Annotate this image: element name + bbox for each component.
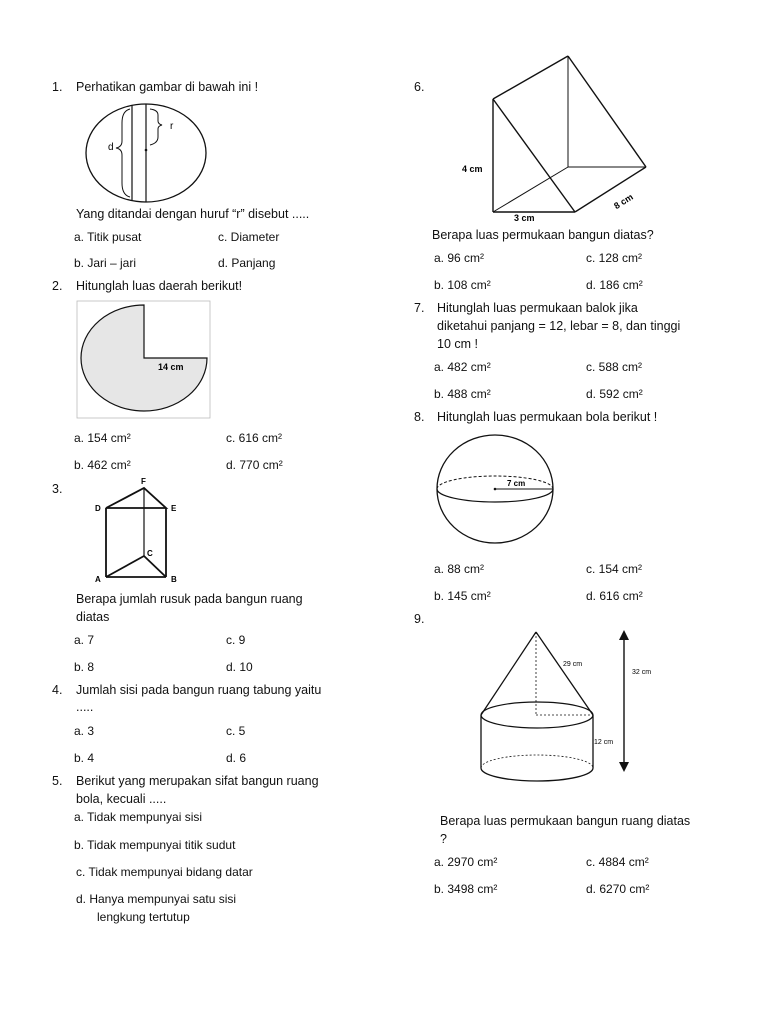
q4-option-b[interactable]: b. 4: [74, 751, 95, 765]
q5-option-d-line2: lengkung tertutup: [97, 910, 190, 924]
q9-option-b[interactable]: b. 3498 cm²: [434, 882, 498, 896]
q9-question-line1: Berapa luas permukaan bangun ruang diatas: [440, 814, 691, 828]
q1-number: 1.: [52, 80, 63, 94]
q8-sphere-figure: [435, 433, 557, 545]
q6-label-height: 4 cm: [462, 164, 483, 174]
q8-option-c[interactable]: c. 154 cm²: [586, 562, 643, 576]
q2-option-b[interactable]: b. 462 cm²: [74, 458, 131, 472]
q1-label-r: r: [170, 121, 174, 132]
q2-label: 14 cm: [158, 362, 184, 372]
q1-option-c[interactable]: c. Diameter: [218, 230, 280, 244]
q6-option-d[interactable]: d. 186 cm²: [586, 278, 643, 292]
q3-option-d[interactable]: d. 10: [226, 660, 253, 674]
q8-number: 8.: [414, 410, 425, 424]
q6-label-base: 3 cm: [514, 213, 535, 223]
q2-sector-figure: [76, 300, 212, 420]
q9-label-total: 32 cm: [632, 669, 652, 676]
q4-number: 4.: [52, 683, 63, 697]
q9-label-slant: 29 cm: [563, 661, 583, 668]
q3-label-c: C: [147, 549, 153, 558]
q9-question-line2: ?: [440, 832, 447, 846]
q3-option-a[interactable]: a. 7: [74, 633, 95, 647]
q1-circle-figure: [86, 103, 208, 203]
q3-label-e: E: [171, 504, 177, 513]
q4-option-c[interactable]: c. 5: [226, 724, 246, 738]
q3-label-b: B: [171, 575, 177, 584]
q3-question-line2: diatas: [76, 610, 110, 624]
q5-option-c[interactable]: c. Tidak mempunyai bidang datar: [76, 865, 253, 879]
q7-option-a[interactable]: a. 482 cm²: [434, 360, 491, 374]
q8-text: Hitunglah luas permukaan bola berikut !: [437, 410, 658, 424]
q5-option-b[interactable]: b. Tidak mempunyai titik sudut: [74, 838, 236, 852]
q9-option-c[interactable]: c. 4884 cm²: [586, 855, 649, 869]
q8-label-radius: 7 cm: [507, 479, 526, 488]
q3-label-d: D: [95, 504, 101, 513]
q7-number: 7.: [414, 301, 425, 315]
q1-text: Perhatikan gambar di bawah ini !: [76, 80, 259, 94]
q6-question: Berapa luas permukaan bangun diatas?: [432, 228, 654, 242]
q4-option-a[interactable]: a. 3: [74, 724, 95, 738]
q9-label-cyl: 12 cm: [594, 739, 614, 746]
q5-number: 5.: [52, 774, 63, 788]
q1-question: Yang ditandai dengan huruf “r” disebut .....: [76, 207, 310, 221]
q5-option-a[interactable]: a. Tidak mempunyai sisi: [74, 810, 203, 824]
q3-label-f: F: [141, 477, 146, 486]
q3-option-b[interactable]: b. 8: [74, 660, 95, 674]
q3-label-a: A: [95, 575, 101, 584]
q4-text-line1: Jumlah sisi pada bangun ruang tabung yaitu: [76, 683, 322, 697]
q1-option-a[interactable]: a. Titik pusat: [74, 230, 142, 244]
q7-option-b[interactable]: b. 488 cm²: [434, 387, 491, 401]
q9-cone-cylinder-figure: [478, 628, 658, 788]
q7-text-line1: Hitunglah luas permukaan balok jika: [437, 301, 638, 315]
q3-question-line1: Berapa jumlah rusuk pada bangun ruang: [76, 592, 303, 606]
q2-option-d[interactable]: d. 770 cm²: [226, 458, 283, 472]
q3-number: 3.: [52, 482, 63, 496]
q8-option-b[interactable]: b. 145 cm²: [434, 589, 491, 603]
q2-text: Hitunglah luas daerah berikut!: [76, 279, 243, 293]
q6-prism-figure: [460, 54, 660, 224]
q6-option-a[interactable]: a. 96 cm²: [434, 251, 485, 265]
q2-number: 2.: [52, 279, 63, 293]
q4-option-d[interactable]: d. 6: [226, 751, 247, 765]
q2-option-c[interactable]: c. 616 cm²: [226, 431, 283, 445]
q7-option-c[interactable]: c. 588 cm²: [586, 360, 643, 374]
q6-number: 6.: [414, 80, 425, 94]
q1-option-d[interactable]: d. Panjang: [218, 256, 276, 270]
q9-option-d[interactable]: d. 6270 cm²: [586, 882, 650, 896]
q8-option-a[interactable]: a. 88 cm²: [434, 562, 485, 576]
q3-option-c[interactable]: c. 9: [226, 633, 246, 647]
q5-text-line2: bola, kecuali .....: [76, 792, 167, 806]
q4-text-line2: .....: [76, 700, 94, 714]
q6-option-b[interactable]: b. 108 cm²: [434, 278, 491, 292]
q8-option-d[interactable]: d. 616 cm²: [586, 589, 643, 603]
q6-label-length: 8 cm: [612, 191, 635, 212]
q1-label-d: d: [108, 142, 114, 153]
q5-option-d[interactable]: d. Hanya mempunyai satu sisi: [76, 892, 237, 906]
q7-text-line3: 10 cm !: [437, 337, 478, 351]
q7-text-line2: diketahui panjang = 12, lebar = 8, dan tinggi: [437, 319, 681, 333]
q6-option-c[interactable]: c. 128 cm²: [586, 251, 643, 265]
q9-option-a[interactable]: a. 2970 cm²: [434, 855, 498, 869]
q7-option-d[interactable]: d. 592 cm²: [586, 387, 643, 401]
q1-option-b[interactable]: b. Jari – jari: [74, 256, 137, 270]
q5-text-line1: Berikut yang merupakan sifat bangun ruang: [76, 774, 319, 788]
q2-option-a[interactable]: a. 154 cm²: [74, 431, 131, 445]
q9-number: 9.: [414, 612, 425, 626]
q3-prism-figure: [94, 476, 184, 586]
